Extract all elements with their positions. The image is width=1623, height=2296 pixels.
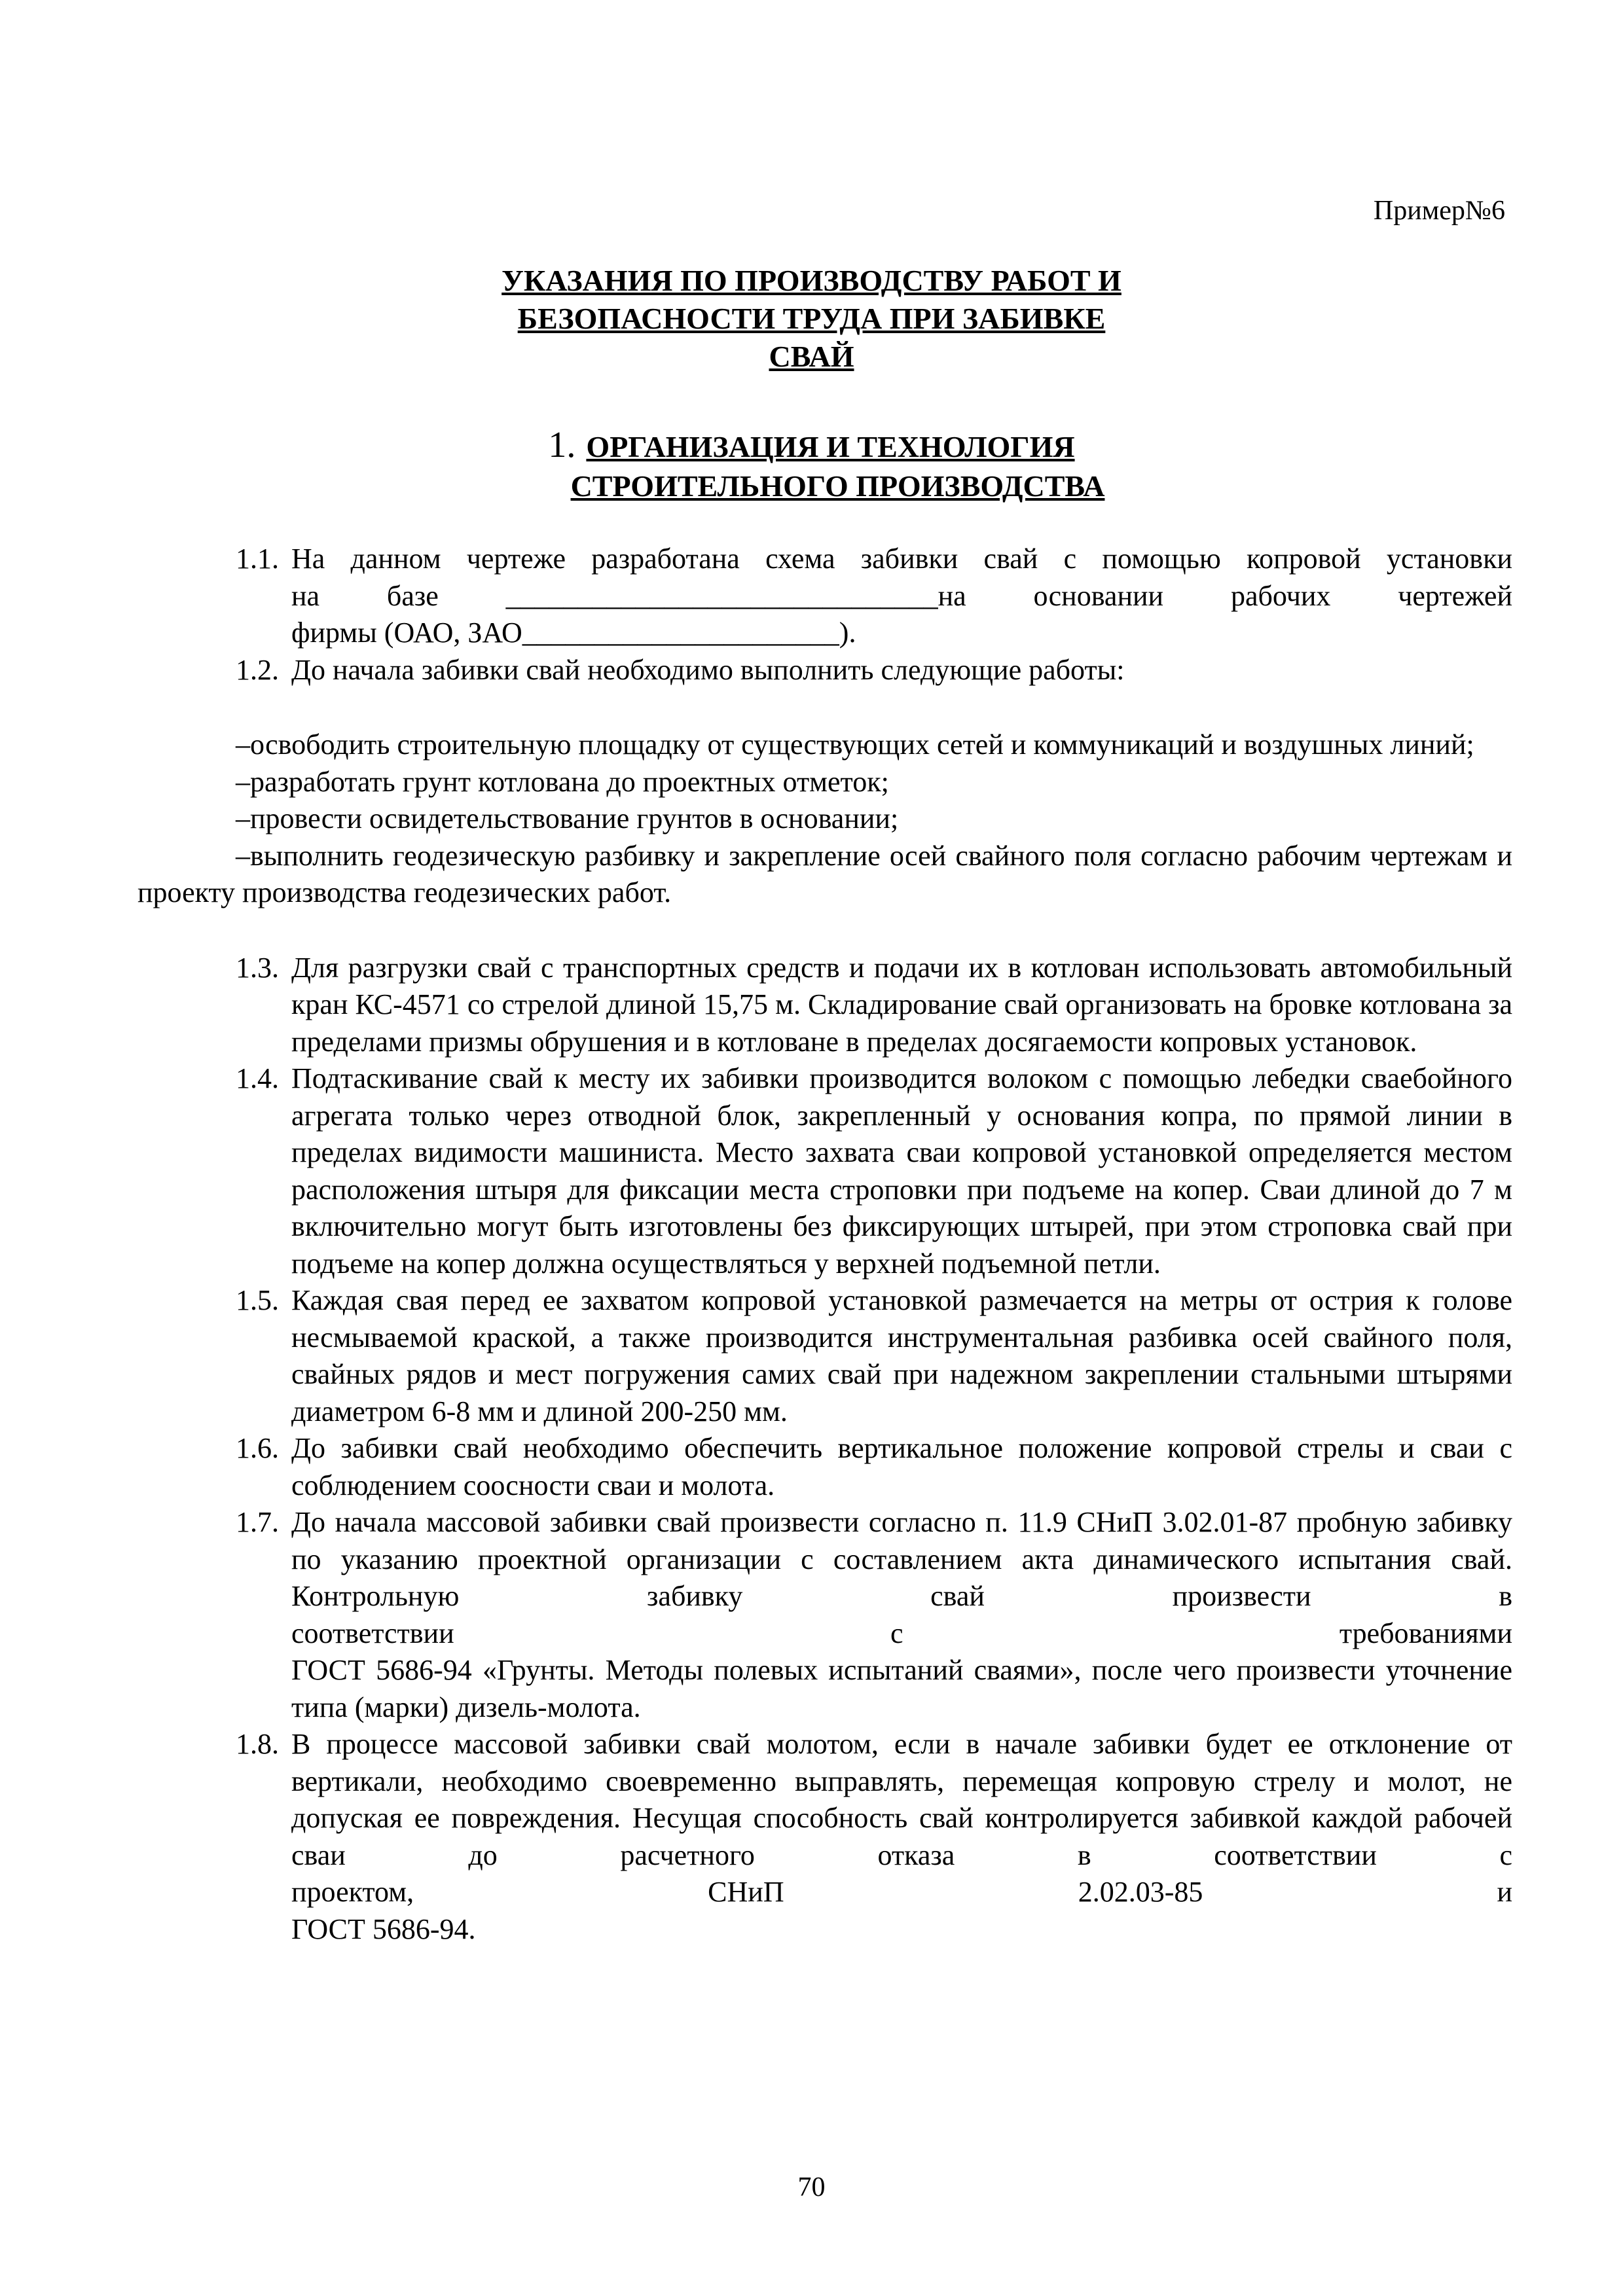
paragraph-1-2 — [137, 652, 1512, 689]
paragraph-line: соответствии с требованиями — [291, 1617, 1512, 1649]
paragraph-line: фирмы (ОАО, ЗАО______________________). — [291, 617, 856, 649]
paragraph-text: До забивки свай необходимо обеспечить вертикальное положение копровой стрелы и сваи с соблюдением соосности сваи и молота. — [291, 1432, 1512, 1501]
section-number: 1. — [548, 425, 576, 465]
paragraph-number: 1.7. — [236, 1506, 279, 1538]
paragraph-line: проектом, СНиП 2.02.03-85 и — [291, 1876, 1512, 1908]
paragraph-number: 1.8. — [236, 1728, 279, 1760]
paragraph-number: 1.4. — [236, 1062, 279, 1094]
paragraph-text: Подтаскивание свай к месту их забивки производится волоком с помощью лебедки сваебойного агрегата только через отводной блок, закрепленный у основания копра, по прямой линии в пределах видимости машиниста. Место захвата сваи копровой установкой определяется местом расположения штыря для фиксации места строповки при подъеме на копер. Сваи длиной до 7 м включительно могут быть изготовлены без фиксирующих штырей, при этом строповка свай при подъеме на копер должна осуществляться у верхней подъемной петли. — [291, 1062, 1512, 1280]
section-title-line-1: ОРГАНИЗАЦИЯ И ТЕХНОЛОГИЯ — [586, 430, 1075, 463]
paragraph-line: ГОСТ 5686-94. — [291, 1912, 476, 1945]
paragraph-1-3 — [137, 950, 1512, 1061]
paragraph-line: На данном чертеже разработана схема забивки свай с помощью копровой установки — [291, 543, 1512, 575]
list-item: –провести освидетельствование грунтов в основании; — [236, 802, 899, 834]
paragraph-1-7 — [137, 1504, 1512, 1726]
paragraph-1-8 — [137, 1726, 1512, 1948]
paragraph-line: на базе ______________________________на основании рабочих чертежей — [291, 579, 1512, 612]
title-line-1: УКАЗАНИЯ ПО ПРОИЗВОДСТВУ РАБОТ И — [501, 264, 1122, 297]
paragraph-number: 1.5. — [236, 1284, 279, 1316]
example-label: Пример№6 — [1373, 196, 1505, 226]
paragraph-1-5 — [137, 1282, 1512, 1430]
title-line-3: СВАЙ — [769, 340, 854, 373]
paragraph-text: В процессе массовой забивки свай молотом, если в начале забивки будет ее отклонение от вертикали, необходимо своевременно выправлять, перемещая копровую стрелу и молот, не допуская ее повреждения. Несущая способность свай контролируется забивкой каждой рабочей сваи до расчетного отказа в соответствии с — [291, 1728, 1512, 1871]
paragraph-1-6 — [137, 1430, 1512, 1504]
paragraph-number: 1.2. — [236, 653, 279, 686]
title-line-2: БЕЗОПАСНОСТИ ТРУДА ПРИ ЗАБИВКЕ — [517, 302, 1106, 335]
paragraph-number: 1.1. — [236, 543, 279, 575]
paragraph-text: До начала массовой забивки свай произвести согласно п. 11.9 СНиП 3.02.01-87 пробную забивку по указанию проектной организации с составлением акта динамического испытания свай. Контрольную забивку свай произвести в — [291, 1506, 1512, 1612]
list-item: –освободить строительную площадку от существующих сетей и коммуникаций и воздушных линий; — [236, 728, 1474, 761]
paragraph-text: Каждая свая перед ее захватом копровой установкой размечается на метры от острия к голове несмываемой краской, а также производится инструментальная разбивка осей свайного поля, свайных рядов и мест погружения самих свай при надежном закреплении стальными штырями диаметром 6-8 мм и длиной 200-250 мм. — [291, 1284, 1512, 1427]
paragraph-1-4 — [137, 1060, 1512, 1282]
paragraph-line: ГОСТ 5686-94 «Грунты. Методы полевых испытаний сваями», после чего произвести уточнение типа (марки) дизель-молота. — [291, 1654, 1512, 1723]
paragraph-number: 1.6. — [236, 1432, 279, 1464]
paragraph-1-1 — [137, 541, 1512, 652]
list-item: –выполнить геодезическую разбивку и закрепление осей свайного поля согласно рабочим чертежам и проекту производства геодезических работ. — [137, 839, 1512, 908]
section-title-line-2: СТРОИТЕЛЬНОГО ПРОИЗВОДСТВА — [570, 469, 1105, 503]
paragraph-text: Для разгрузки свай с транспортных средств и подачи их в котлован использовать автомобильный кран КС-4571 со стрелой длиной 15,75 м. Складирование свай организовать на бровке котлована за пределами призмы обрушения и в котловане в пределах досягаемости копровых установок. — [291, 951, 1512, 1058]
list-item: –разработать грунт котлована до проектных отметок; — [236, 765, 889, 798]
document-body — [137, 541, 1512, 1948]
section-heading — [0, 425, 1623, 506]
document-title — [0, 262, 1623, 376]
page-number: 70 — [797, 2172, 826, 2202]
paragraph-number: 1.3. — [236, 951, 279, 984]
paragraph-text: До начала забивки свай необходимо выполнить следующие работы: — [291, 653, 1125, 686]
